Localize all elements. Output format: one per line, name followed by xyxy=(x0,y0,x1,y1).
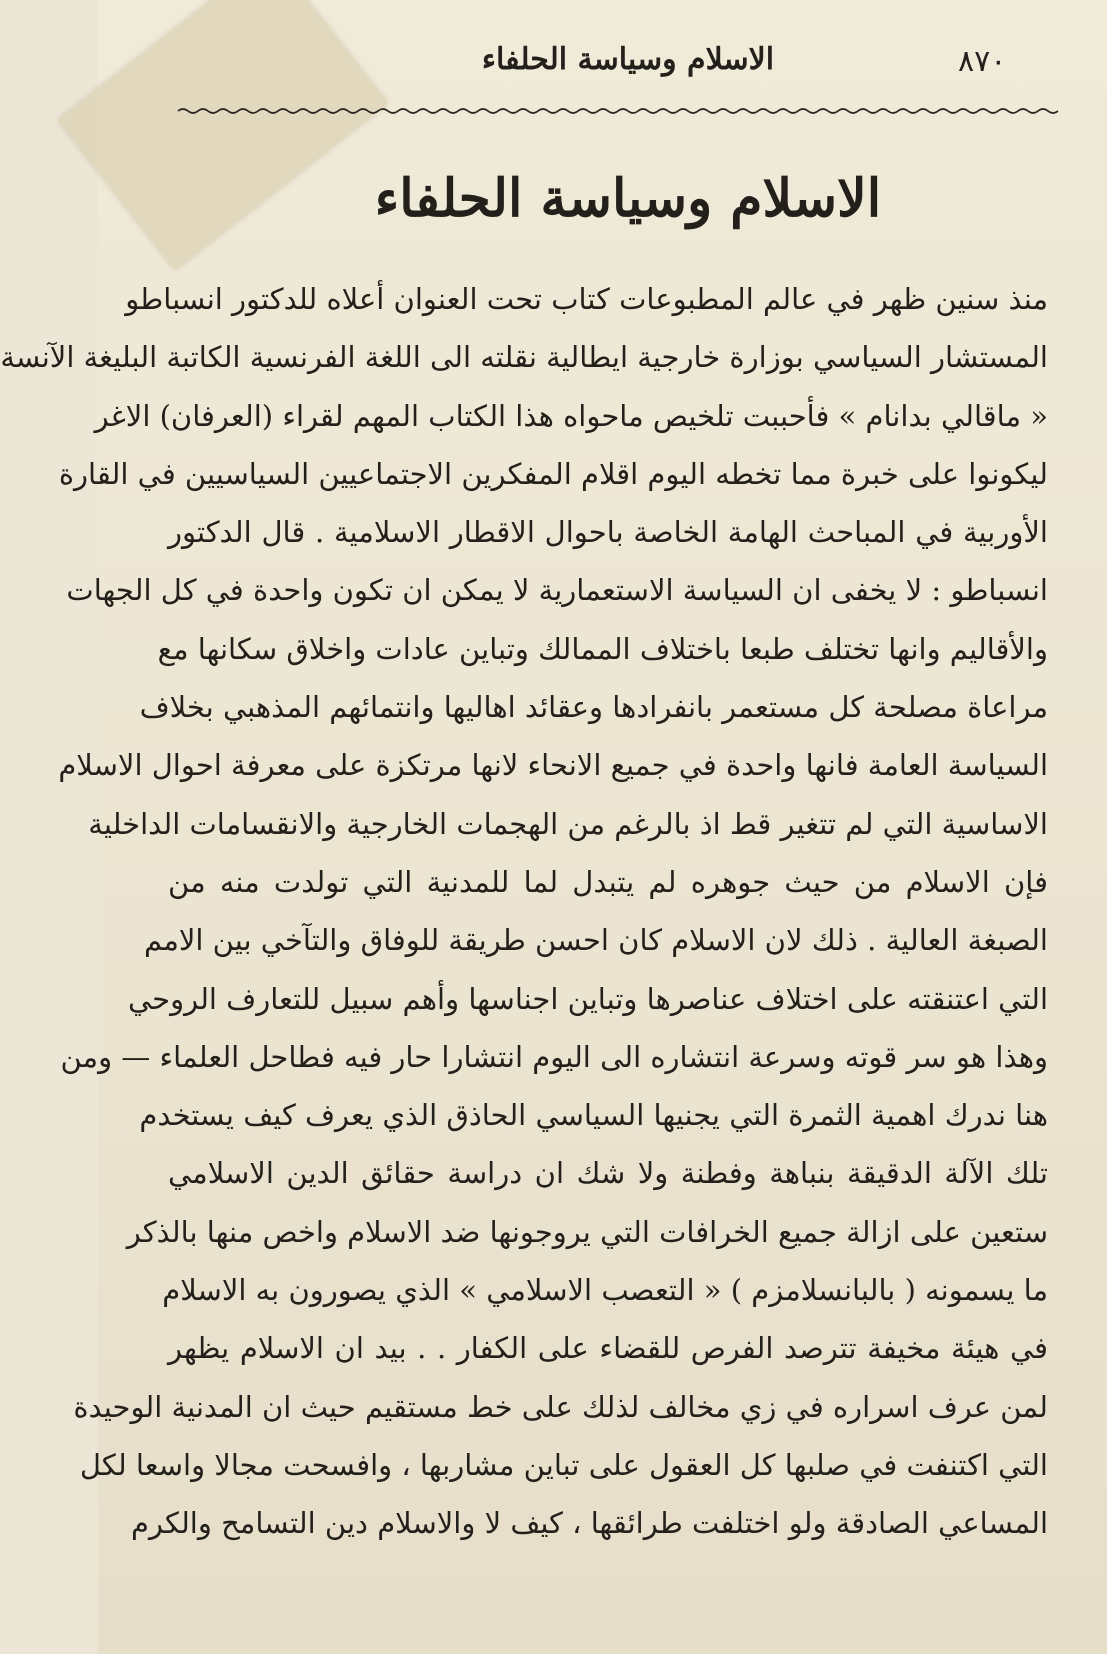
body-line: الأوربية في المباحث الهامة الخاصة باحوال الاقطار الاسلامية . قال الدكتور xyxy=(168,515,1048,550)
body-line: التي اكتنفت في صلبها كل العقول على تباين مشاربها ، وافسحت مجالا واسعا لكل xyxy=(79,1447,1048,1482)
body-line: ستعين على ازالة جميع الخرافات التي يروجونها ضد الاسلام واخص منها بالذكر xyxy=(126,1214,1048,1249)
body-line: هنا ندرك اهمية الثمرة التي يجنيها السياسي الحاذق الذي يعرف كيف يستخدم xyxy=(139,1098,1048,1133)
body-line: في هيئة مخيفة تترصد الفرص للقضاء على الكفار . . بيد ان الاسلام يظهر xyxy=(168,1331,1048,1366)
body-line: منذ سنين ظهر في عالم المطبوعات كتاب تحت العنوان أعلاه للدكتور انسباطو xyxy=(125,282,1048,316)
tape-strip xyxy=(58,0,388,270)
body-line: المساعي الصادقة ولو اختلفت طرائقها ، كيف لا والاسلام دين التسامح والكرم xyxy=(131,1506,1048,1541)
wavy-header-rule xyxy=(178,106,1058,116)
body-line: مراعاة مصلحة كل مستعمر بانفرادها وعقائد اهاليها وانتمائهم المذهبي بخلاف xyxy=(139,690,1048,725)
body-line: لمن عرف اسراره في زي مخالف لذلك على خط مستقيم حيث ان المدنية الوحيدة xyxy=(73,1389,1048,1424)
body-line: ما يسمونه ( بالبانسلامزم ) « التعصب الاسلامي » الذي يصورون به الاسلام xyxy=(162,1273,1048,1308)
body-line: المستشار السياسي بوزارة خارجية ايطالية نقلته الى اللغة الفرنسية الكاتبة البليغة الآنسة xyxy=(0,340,1048,375)
body-line: تلك الآلة الدقيقة بنباهة وفطنة ولا شك ان دراسة حقائق الدين الاسلامي xyxy=(168,1156,1048,1191)
body-line: « ماقالي بدانام » فأحببت تلخيص ماحواه هذا الكتاب المهم لقراء (العرفان) الاغر xyxy=(94,398,1048,433)
body-line: انسباطو : لا يخفى ان السياسة الاستعمارية لا يمكن ان تكون واحدة في كل الجهات xyxy=(66,573,1048,608)
page-number: ٨٧٠ xyxy=(958,44,1007,79)
body-line: الصبغة العالية . ذلك لان الاسلام كان احسن طريقة للوفاق والتآخي بين الامم xyxy=(144,923,1048,958)
article-body xyxy=(0,270,1048,1553)
body-line: الاساسية التي لم تتغير قط اذ بالرغم من الهجمات الخارجية والانقسامات الداخلية xyxy=(88,806,1048,841)
body-line: والأقاليم وانها تختلف طبعا باختلاف الممالك وتباين عادات واخلاق سكانها مع xyxy=(157,631,1048,666)
article-title: الاسلام وسياسة الحلفاء xyxy=(374,168,882,229)
body-line: فإن الاسلام من حيث جوهره لم يتبدل لما للمدنية التي تولدت منه من xyxy=(168,864,1048,899)
running-head-title: الاسلام وسياسة الحلفاء xyxy=(481,42,775,77)
body-line: السياسة العامة فانها واحدة في جميع الانحاء لانها مرتكزة على معرفة احوال الاسلام xyxy=(58,748,1048,783)
body-line: وهذا هو سر قوته وسرعة انتشاره الى اليوم انتشارا حار فيه فطاحل العلماء — ومن xyxy=(60,1039,1048,1074)
body-line: التي اعتنقته على اختلاف عناصرها وتباين اجناسها وأهم سبيل للتعارف الروحي xyxy=(127,981,1048,1016)
body-line: ليكونوا على خبرة مما تخطه اليوم اقلام المفكرين الاجتماعيين السياسيين في القارة xyxy=(58,456,1048,491)
